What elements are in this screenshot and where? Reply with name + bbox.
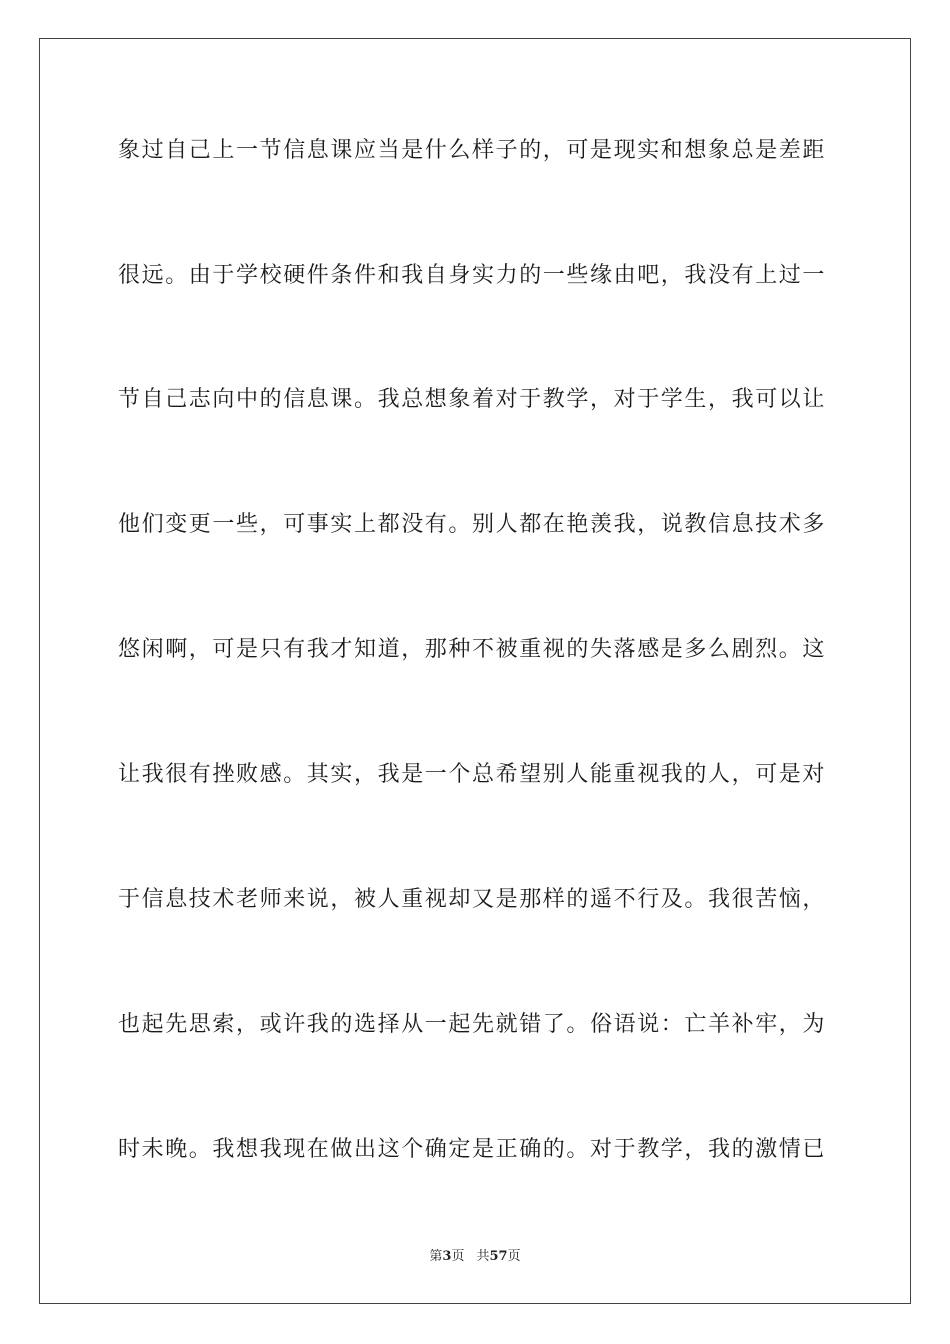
page-number: 3 — [442, 1249, 452, 1264]
text-line: 也起先思索，或许我的选择从一起先就错了。俗语说：亡羊补牢，为 — [118, 1012, 827, 1037]
page-suffix: 页 — [451, 1249, 465, 1264]
text-line: 很远。由于学校硬件条件和我自身实力的一些缘由吧，我没有上过一 — [118, 263, 827, 288]
page-footer — [40, 1248, 910, 1266]
page-border — [39, 38, 911, 1304]
text-line: 象过自己上一节信息课应当是什么样子的，可是现实和想象总是差距 — [118, 138, 827, 163]
text-line: 于信息技术老师来说，被人重视却又是那样的遥不行及。我很苦恼， — [118, 887, 827, 912]
total-pages: 57 — [489, 1249, 508, 1264]
text-line: 悠闲啊，可是只有我才知道，那种不被重视的失落感是多么剧烈。这 — [118, 637, 827, 662]
total-prefix: 共 — [476, 1249, 490, 1264]
page-prefix: 第 — [429, 1249, 443, 1264]
text-line: 时未晚。我想我现在做出这个确定是正确的。对于教学，我的激情已 — [118, 1137, 827, 1162]
text-line: 让我很有挫败感。其实，我是一个总希望别人能重视我的人，可是对 — [118, 762, 827, 787]
text-line: 他们变更一些，可事实上都没有。别人都在艳羡我，说教信息技术多 — [118, 512, 827, 537]
text-line: 节自己志向中的信息课。我总想象着对于教学，对于学生，我可以让 — [118, 387, 827, 412]
document-body — [40, 39, 910, 1303]
total-suffix: 页 — [507, 1249, 521, 1264]
